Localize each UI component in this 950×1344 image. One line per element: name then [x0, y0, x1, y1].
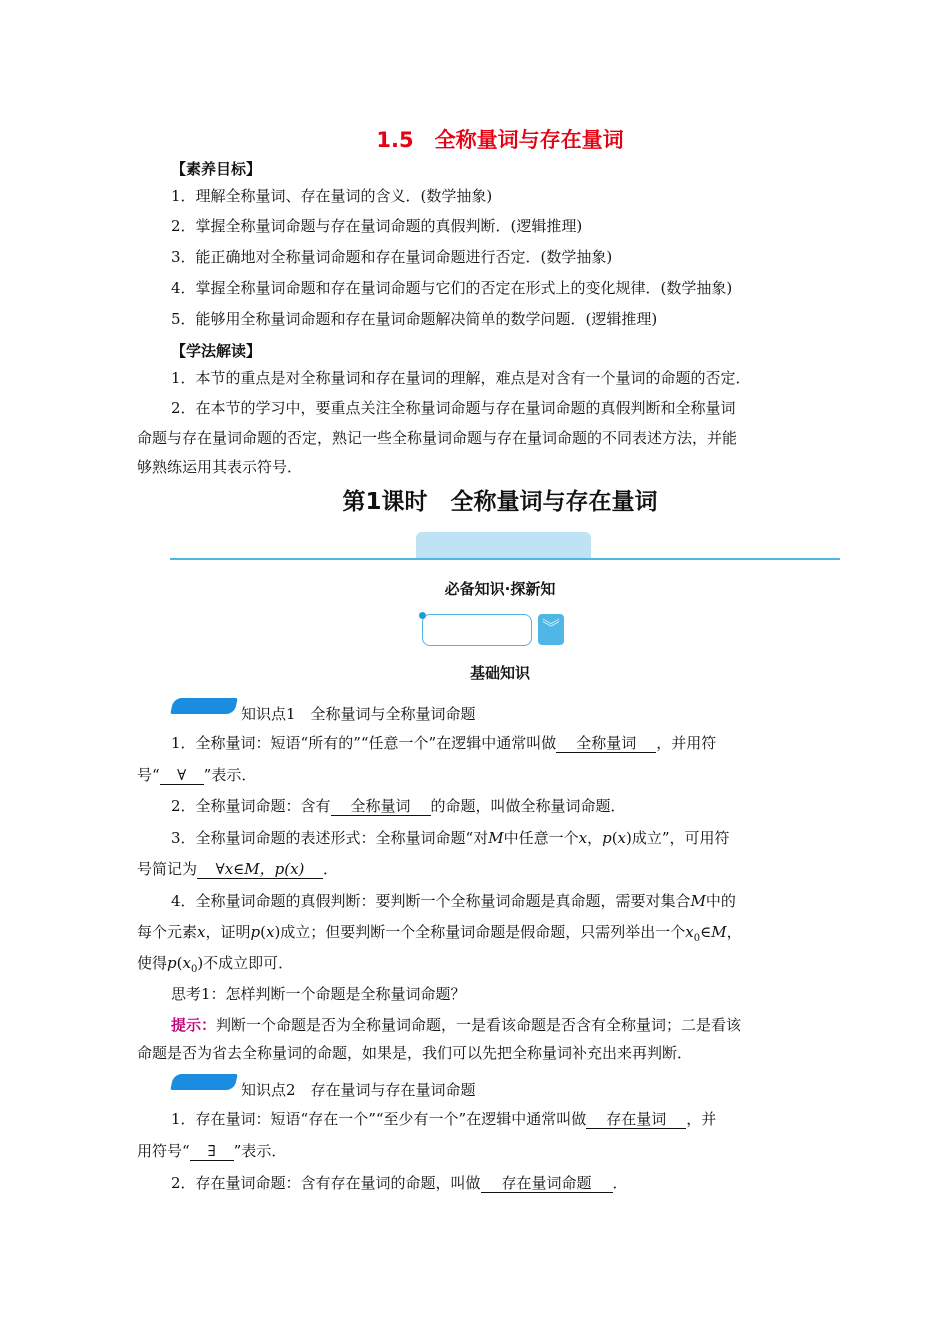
answer-blank: 存在量词命题: [481, 1175, 613, 1193]
think-question: 思考1：怎样判断一个命题是全称量词命题？: [171, 985, 466, 1003]
chevron-down-icon: ︾: [538, 614, 564, 645]
answer-blank: 存在量词: [586, 1111, 686, 1129]
method-paragraph-1: 1．本节的重点是对全称量词和存在量词的理解，难点是对含有一个量词的命题的否定．: [171, 369, 751, 387]
method-paragraph-2-line: 命题与存在量词命题的否定，熟记一些全称量词命题与存在量词命题的不同表述方法，并能: [137, 429, 738, 447]
answer-blank: ∀: [160, 767, 204, 785]
method-paragraph-2-line: 2．在本节的学习中，要重点关注全称量词命题与存在量词命题的真假判断和全称量词: [171, 399, 736, 417]
method-paragraph-2-line: 够熟练运用其表示符号．: [137, 458, 303, 476]
method-heading: 【学法解读】: [171, 342, 262, 360]
kp1-line-2: 号“ ∀ ”表示．: [137, 766, 257, 784]
knowledge-point-1-label: 知识点1 全称量词与全称量词命题: [241, 705, 476, 723]
kp1-line-3: 2．全称量词命题：含有 全称量词 的命题，叫做全称量词命题．: [171, 797, 626, 815]
hint-label: 提示：: [171, 1016, 217, 1034]
answer-blank: ∀x∈M，p(x): [197, 861, 323, 879]
section-title: 1.5 全称量词与存在量词: [376, 128, 624, 152]
kp1-line-5: 号简记为 ∀x∈M，p(x) ．: [137, 860, 339, 878]
goal-item: 3．能正确地对全称量词命题和存在量词命题进行否定．(数学抽象): [171, 248, 613, 266]
kp1-line-7: 每个元素x，证明p(x)成立；但要判断一个全称量词命题是假命题，只需列举出一个$x_0\in M$，: [137, 923, 742, 944]
label-frame: [422, 614, 532, 646]
kp1-line-1: 1．全称量词：短语“所有的”“任意一个”在逻辑中通常叫做 全称量词 ，并用符: [171, 734, 717, 752]
kp1-line-8: 使得$p(x_0)$不成立即可．: [137, 954, 294, 975]
hint-line-2: 命题是否为省去全称量词的命题，如果是，我们可以先把全称量词补充出来再判断．: [137, 1044, 693, 1062]
knowledge-point-marker: [170, 698, 237, 714]
answer-blank: ∃: [190, 1143, 234, 1161]
hint-line-1: 提示：判断一个命题是否为全称量词命题，一是看该命题是否含有全称量词；二是看该: [171, 1016, 742, 1034]
kp2-line-3: 2．存在量词命题：含有存在量词的命题，叫做 存在量词命题 ．: [171, 1174, 628, 1192]
kp1-line-6: 4．全称量词命题的真假判断：要判断一个全称量词命题是真命题，需要对集合M中的: [171, 892, 736, 910]
kp2-line-1: 1．存在量词：短语“存在一个”“至少有一个”在逻辑中通常叫做 存在量词 ，并: [171, 1110, 717, 1128]
basic-knowledge-heading: 基础知识: [469, 664, 530, 682]
knowledge-point-2-label: 知识点2 存在量词与存在量词命题: [241, 1081, 476, 1099]
answer-blank: 全称量词: [556, 735, 656, 753]
label-frame-dot: [419, 612, 426, 619]
knowledge-point-marker: [170, 1074, 237, 1090]
banner-tab: [416, 532, 591, 558]
goal-item: 2．掌握全称量词命题与存在量词命题的真假判断．(逻辑推理): [171, 217, 583, 235]
answer-blank: 全称量词: [331, 798, 431, 816]
kp2-line-2: 用符号“ ∃ ”表示．: [137, 1142, 287, 1160]
goal-item: 1．理解全称量词、存在量词的含义．(数学抽象): [171, 187, 493, 205]
goal-item: 5．能够用全称量词命题和存在量词命题解决简单的数学问题．(逻辑推理): [171, 310, 658, 328]
lesson-title: 第1课时 全称量词与存在量词: [342, 489, 658, 515]
kp1-line-4: 3．全称量词命题的表述形式：全称量词命题“对M中任意一个x，p(x)成立”，可用符: [171, 829, 730, 847]
section-heading: 必备知识·探新知: [444, 580, 556, 598]
goals-heading: 【素养目标】: [171, 160, 262, 178]
goal-item: 4．掌握全称量词命题和存在量词命题与它们的否定在形式上的变化规律．(数学抽象): [171, 279, 733, 297]
banner-divider: [170, 558, 840, 560]
